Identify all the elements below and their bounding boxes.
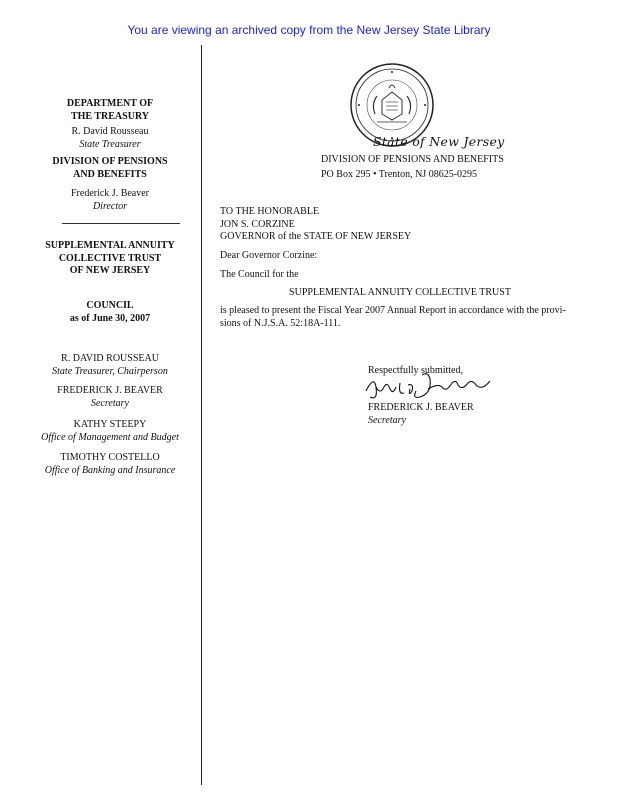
signer-block: FREDERICK J. BEAVER Secretary — [368, 402, 474, 426]
council-heading: COUNCIL as of June 30, 2007 — [69, 300, 151, 324]
closing: Respectfully submitted, — [368, 365, 463, 376]
signature-icon — [362, 369, 492, 405]
department-heading: DEPARTMENT OF THE TREASURY — [66, 98, 154, 122]
body-paragraph: is pleased to present the Fiscal Year 2007 Annual Report in accordance with the provi- sions of N.J.S.A. 52:18A-111. — [220, 305, 566, 329]
treasurer-block: R. David Rousseau State Treasurer — [71, 126, 149, 150]
salutation: Dear Governor Corzine: — [220, 250, 318, 261]
council-member: FREDERICK J. BEAVER Secretary — [57, 385, 163, 409]
state-name: State of New Jersey — [373, 134, 505, 149]
sidebar-separator — [62, 223, 180, 224]
vertical-divider — [201, 45, 202, 785]
trust-heading: SUPPLEMENTAL ANNUITY COLLECTIVE TRUST OF NEW JERSEY — [45, 240, 175, 276]
council-member: KATHY STEEPY Office of Management and Budget — [41, 419, 179, 443]
council-member: R. DAVID ROUSSEAU State Treasurer, Chairperson — [52, 353, 168, 377]
letterhead-address: DIVISION OF PENSIONS AND BENEFITS PO Box 295 • Trenton, NJ 08625-0295 — [321, 154, 504, 180]
director-block: Frederick J. Beaver Director — [70, 188, 150, 212]
intro-line: The Council for the — [220, 269, 299, 280]
recipient-address: TO THE HONORABLE JON S. CORZINE GOVERNOR of the STATE OF NEW JERSEY — [220, 206, 412, 242]
archive-banner: You are viewing an archived copy from the New Jersey State Library — [127, 23, 491, 37]
council-member: TIMOTHY COSTELLO Office of Banking and Insurance — [44, 452, 176, 476]
division-heading: DIVISION OF PENSIONS AND BENEFITS — [52, 156, 168, 180]
trust-name: SUPPLEMENTAL ANNUITY COLLECTIVE TRUST — [289, 287, 511, 298]
